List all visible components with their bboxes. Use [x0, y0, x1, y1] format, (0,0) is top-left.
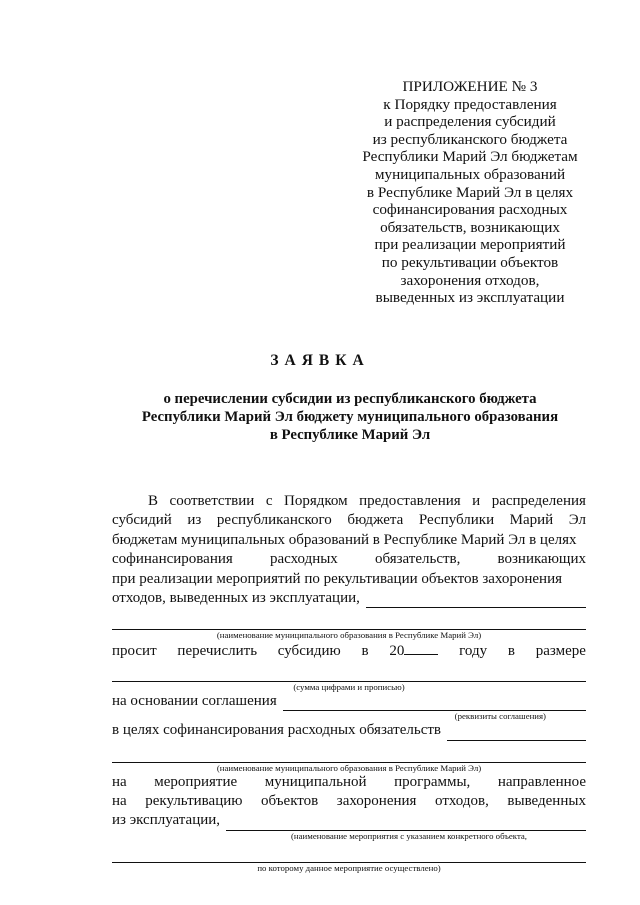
appendix-line: выведенных из эксплуатации [375, 289, 565, 307]
subtitle-line: в Республике Марий Эл [269, 427, 431, 443]
appendix-line: к Порядку предоставления [383, 95, 557, 113]
word: муниципальной [264, 773, 367, 790]
event-fill-line-2[interactable] [112, 849, 586, 863]
word: республиканского [216, 512, 332, 529]
word: просит [112, 643, 157, 660]
word: объектов [261, 793, 319, 810]
word: в [507, 643, 515, 660]
body-line-6-text: отходов, выведенных из эксплуатации, [112, 590, 360, 607]
word: субсидий [112, 512, 172, 529]
word: выведенных [507, 793, 586, 810]
appendix-line: ПРИЛОЖЕНИЕ № 3 [402, 78, 538, 95]
document-subtitle [110, 390, 590, 444]
word: софинансирования [112, 551, 233, 568]
word: направленное [497, 773, 586, 790]
word: программы, [394, 773, 471, 790]
word: предоставления [359, 493, 461, 509]
cofinancing-label: в целях софинансирования расходных обязательств [112, 722, 441, 739]
caption-municipality-2: (наименование муниципального образования в Республике Марий Эл) [216, 762, 482, 773]
year-fill-line[interactable] [404, 640, 438, 655]
body-line-2 [112, 511, 586, 530]
appendix-line: по рекультивации объектов [381, 253, 559, 271]
word: распределения [491, 493, 586, 509]
word: Порядком [284, 493, 348, 509]
basis-label: на основании соглашения [112, 692, 277, 709]
word: обязательств, [374, 551, 461, 568]
word: из [187, 512, 202, 529]
body-line-5: при реализации мероприятий по рекультивации объектов захоронения [112, 570, 562, 587]
request-line [112, 640, 586, 661]
word: рекультивацию [145, 793, 243, 810]
appendix-line: и распределения субсидий [384, 113, 556, 131]
cofinancing-fill-line[interactable] [447, 726, 586, 741]
cofinancing-line [112, 721, 586, 740]
word: году [459, 643, 488, 660]
document-title: ЗАЯВКА [270, 352, 370, 369]
appendix-line: при реализации мероприятий [374, 236, 566, 254]
reclaim-line [112, 792, 586, 811]
word: субсидию [277, 643, 341, 660]
appendix-line: муниципальных образований [374, 165, 566, 183]
municipality-fill-line-2[interactable] [112, 749, 586, 763]
subtitle-line: о перечислении субсидии из республиканского бюджета [163, 391, 537, 407]
caption-municipality: (наименование муниципального образования в Республике Марий Эл) [216, 630, 482, 641]
word: Республики [418, 512, 495, 529]
word: на [112, 793, 127, 810]
word: с [265, 493, 273, 509]
fill-line[interactable] [366, 593, 586, 608]
caption-sum: (сумма цифрами и прописью) [293, 681, 405, 692]
year-prefix: 20 [389, 643, 405, 660]
word: захоронения [336, 793, 417, 810]
decommission-label: из эксплуатации, [112, 812, 221, 829]
appendix-line: Республики Марий Эл бюджетам [362, 148, 578, 166]
year-field [389, 640, 438, 661]
appendix-line: захоронения отходов, [400, 271, 540, 289]
body-line-3: бюджетам муниципальных образований в Республике Марий Эл в целях [112, 531, 577, 548]
appendix-line: из республиканского бюджета [372, 130, 568, 148]
word: перечислить [177, 643, 258, 660]
sum-fill-line[interactable] [112, 668, 586, 682]
word: соответствии [169, 493, 255, 509]
body-line-1 [112, 492, 586, 511]
word: и [472, 493, 481, 509]
program-line [112, 773, 586, 792]
word: в [361, 643, 369, 660]
municipality-fill-line[interactable] [112, 616, 586, 630]
caption-event: (наименование мероприятия с указанием конкретного объекта, [291, 830, 527, 841]
caption-agreement: (реквизиты соглашения) [454, 711, 546, 722]
word: размере [535, 643, 586, 660]
caption-event-2: по которому данное мероприятие осуществлено) [257, 862, 441, 873]
event-fill-line[interactable] [226, 816, 586, 831]
word: бюджета [347, 512, 404, 529]
word: возникающих [497, 551, 586, 568]
word: отходов, [435, 793, 489, 810]
word: Марий [509, 512, 554, 529]
appendix-line: софинансирования расходных [372, 201, 568, 219]
decommission-line [112, 811, 586, 830]
application-body [112, 492, 586, 873]
body-line-6 [112, 589, 586, 608]
subtitle-line: Республики Марий Эл бюджету муниципального образования [141, 409, 559, 425]
basis-line [112, 692, 586, 711]
body-line-4 [112, 550, 586, 569]
appendix-line: в Республике Марий Эл в целях [366, 183, 574, 201]
word: на [112, 773, 127, 790]
word: В [148, 493, 159, 509]
word: расходных [269, 551, 338, 568]
appendix-header [340, 78, 600, 307]
agreement-fill-line[interactable] [283, 696, 586, 711]
appendix-line: обязательств, возникающих [380, 218, 560, 236]
word: мероприятие [154, 773, 238, 790]
word: Эл [568, 512, 586, 529]
